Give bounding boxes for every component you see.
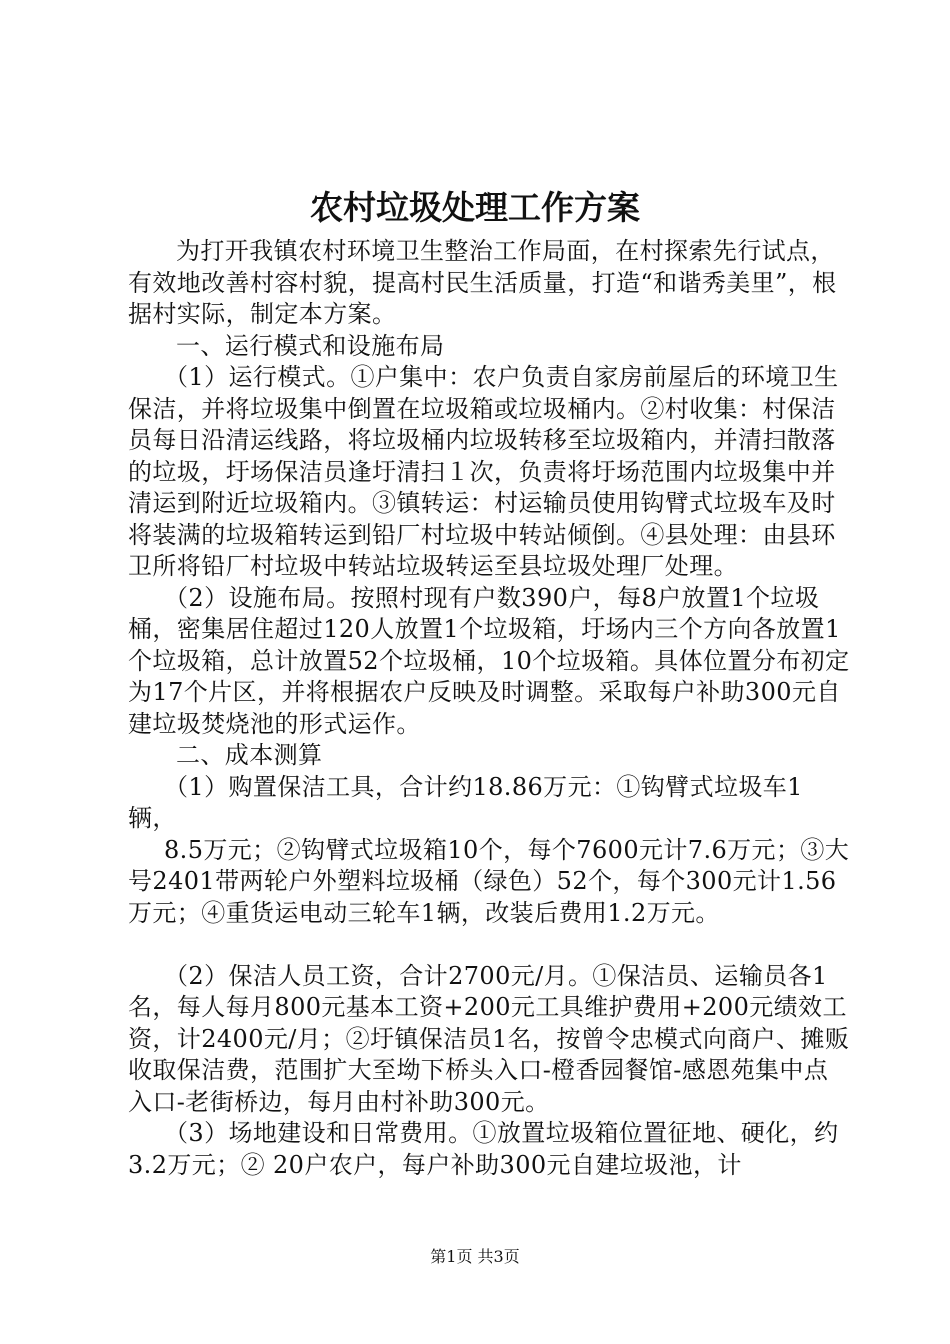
page-title: 农村垃圾处理工作方案 <box>310 188 640 227</box>
paragraph-facility-layout: （2）设施布局。按照村现有户数390户，每8户放置1个垃圾桶，密集居住超过120人放置1个垃圾箱，圩场内三个方向各放置1个垃圾箱，总计放置52个垃圾桶，10个垃圾箱。具体位置分布初定为17个片区，并将根据农户反映及时调整。采取每户补助300元自建垃圾焚烧池的形式运作。 <box>128 583 850 738</box>
page-footer: 第1页 共3页 <box>430 1247 520 1266</box>
blank-line <box>128 929 850 961</box>
paragraph-site-costs: （3）场地建设和日常费用。①放置垃圾箱位置征地、硬化，约3.2万元；② 20户农户，每户补助300元自建垃圾池，计 <box>128 1119 839 1179</box>
document-body <box>128 236 850 1181</box>
section-heading-1: 一、运行模式和设施布局 <box>176 331 445 360</box>
section-heading-2: 二、成本测算 <box>176 741 323 769</box>
paragraph-purchase-tools: （1）购置保洁工具，合计约18.86万元：①钩臂式垃圾车1辆， <box>128 772 803 832</box>
intro-paragraph: 为打开我镇农村环境卫生整治工作局面，在村探索先行试点，有效地改善村容村貌，提高村民生活质量，打造“和谐秀美里”，根据村实际，制定本方案。 <box>128 237 837 328</box>
paragraph-purchase-details: 8.5万元；②钩臂式垃圾箱10个，每个7600元计7.6万元；③大号2401带两轮户外塑料垃圾桶（绿色）52个，每个300元计1.56万元；④重货运电动三轮车1辆，改装后费用1.2万元。 <box>128 835 850 927</box>
paragraph-staff-wages: （2）保洁人员工资，合计2700元/月。①保洁员、运输员各1名，每人每月800元基本工资+200元工具维护费用+200元绩效工资，计2400元/月；②圩镇保洁员1名，按曾令忠模式向商户、摊贩收取保洁费，范围扩大至坳下桥头入口-橙香园餐馆-感恩苑集中点入口-老街桥边，每月由村补助300元。 <box>128 961 850 1116</box>
paragraph-operation-mode: （1）运行模式。①户集中：农户负责自家房前屋后的环境卫生保洁，并将垃圾集中倒置在垃圾箱或垃圾桶内。②村收集：村保洁员每日沿清运线路，将垃圾桶内垃圾转移至垃圾箱内，并清扫散落的垃圾，圩场保洁员逢圩清扫１次，负责将圩场范围内垃圾集中并清运到附近垃圾箱内。③镇转运：村运输员使用钩臂式垃圾车及时将装满的垃圾箱转运到铅厂村垃圾中转站倾倒。④县处理：由县环卫所将铅厂村垃圾中转站垃圾转运至县垃圾处理厂处理。 <box>128 363 839 580</box>
